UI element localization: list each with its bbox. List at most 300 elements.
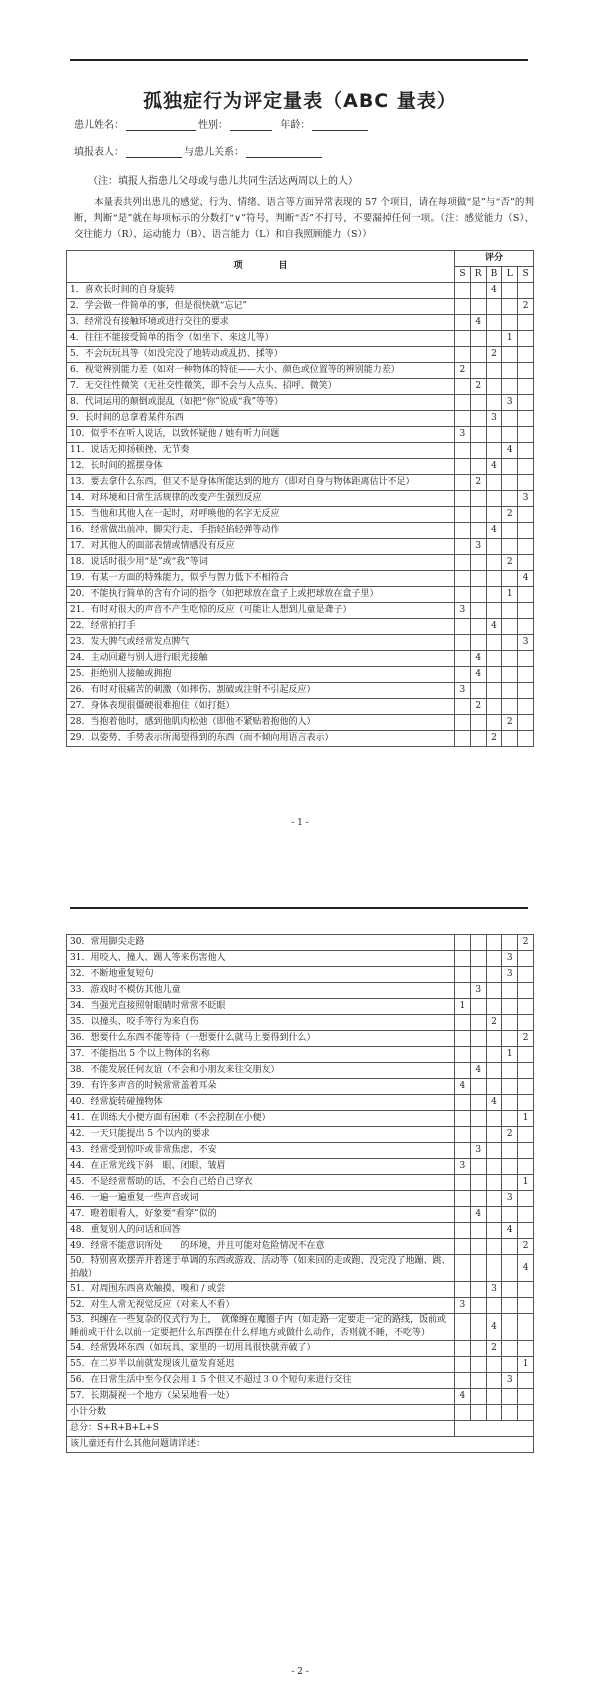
empty-score-cell[interactable] xyxy=(518,1143,534,1159)
empty-score-cell[interactable] xyxy=(486,1127,502,1143)
empty-score-cell[interactable] xyxy=(518,363,534,379)
empty-score-cell[interactable] xyxy=(470,299,486,315)
empty-score-cell[interactable] xyxy=(470,1389,486,1405)
empty-score-cell[interactable] xyxy=(470,935,486,951)
empty-score-cell[interactable] xyxy=(470,1223,486,1239)
empty-score-cell[interactable] xyxy=(455,475,471,491)
score-cell[interactable]: 3 xyxy=(518,635,534,651)
empty-score-cell[interactable] xyxy=(518,1095,534,1111)
empty-score-cell[interactable] xyxy=(470,427,486,443)
empty-score-cell[interactable] xyxy=(502,1389,518,1405)
empty-score-cell[interactable] xyxy=(455,731,471,747)
empty-score-cell[interactable] xyxy=(518,683,534,699)
empty-score-cell[interactable] xyxy=(502,731,518,747)
score-cell[interactable]: 2 xyxy=(470,379,486,395)
empty-score-cell[interactable] xyxy=(518,331,534,347)
empty-score-cell[interactable] xyxy=(486,1031,502,1047)
score-cell[interactable]: 1 xyxy=(455,999,471,1015)
empty-score-cell[interactable] xyxy=(502,363,518,379)
empty-score-cell[interactable] xyxy=(470,1282,486,1298)
empty-score-cell[interactable] xyxy=(518,1159,534,1175)
empty-score-cell[interactable] xyxy=(455,1143,471,1159)
empty-score-cell[interactable] xyxy=(470,1079,486,1095)
empty-score-cell[interactable] xyxy=(455,1341,471,1357)
score-cell[interactable]: 3 xyxy=(518,491,534,507)
empty-score-cell[interactable] xyxy=(486,1223,502,1239)
empty-score-cell[interactable] xyxy=(470,395,486,411)
empty-score-cell[interactable] xyxy=(470,1015,486,1031)
empty-score-cell[interactable] xyxy=(518,315,534,331)
empty-score-cell[interactable] xyxy=(502,475,518,491)
empty-score-cell[interactable] xyxy=(470,1111,486,1127)
score-cell[interactable]: 2 xyxy=(502,1127,518,1143)
empty-score-cell[interactable] xyxy=(502,571,518,587)
empty-score-cell[interactable] xyxy=(502,1063,518,1079)
empty-score-cell[interactable] xyxy=(518,603,534,619)
empty-score-cell[interactable] xyxy=(486,1298,502,1314)
empty-score-cell[interactable] xyxy=(486,1047,502,1063)
empty-score-cell[interactable] xyxy=(486,967,502,983)
empty-score-cell[interactable] xyxy=(455,983,471,999)
empty-score-cell[interactable] xyxy=(486,651,502,667)
empty-score-cell[interactable] xyxy=(470,1298,486,1314)
score-cell[interactable]: 4 xyxy=(486,283,502,299)
empty-score-cell[interactable] xyxy=(486,635,502,651)
empty-score-cell[interactable] xyxy=(455,1373,471,1389)
score-cell[interactable]: 1 xyxy=(518,1175,534,1191)
empty-score-cell[interactable] xyxy=(502,1175,518,1191)
empty-score-cell[interactable] xyxy=(455,315,471,331)
empty-score-cell[interactable] xyxy=(518,395,534,411)
empty-score-cell[interactable] xyxy=(470,683,486,699)
empty-score-cell[interactable] xyxy=(455,715,471,731)
empty-score-cell[interactable] xyxy=(502,299,518,315)
empty-score-cell[interactable] xyxy=(486,667,502,683)
total-cell[interactable] xyxy=(455,1421,534,1437)
score-cell[interactable]: 4 xyxy=(470,651,486,667)
empty-score-cell[interactable] xyxy=(486,363,502,379)
score-cell[interactable]: 4 xyxy=(502,1223,518,1239)
empty-score-cell[interactable] xyxy=(518,1207,534,1223)
empty-score-cell[interactable] xyxy=(502,667,518,683)
empty-score-cell[interactable] xyxy=(518,379,534,395)
empty-score-cell[interactable] xyxy=(486,1239,502,1255)
empty-score-cell[interactable] xyxy=(502,1143,518,1159)
score-cell[interactable]: 3 xyxy=(455,603,471,619)
empty-score-cell[interactable] xyxy=(518,999,534,1015)
empty-score-cell[interactable] xyxy=(518,443,534,459)
empty-score-cell[interactable] xyxy=(502,1255,518,1282)
empty-score-cell[interactable] xyxy=(486,491,502,507)
score-cell[interactable]: 2 xyxy=(470,475,486,491)
empty-score-cell[interactable] xyxy=(455,523,471,539)
table-row xyxy=(67,491,534,507)
empty-score-cell[interactable] xyxy=(502,1314,518,1341)
empty-score-cell[interactable] xyxy=(486,999,502,1015)
empty-score-cell[interactable] xyxy=(502,1207,518,1223)
empty-score-cell[interactable] xyxy=(486,427,502,443)
empty-score-cell[interactable] xyxy=(470,1159,486,1175)
empty-score-cell[interactable] xyxy=(502,283,518,299)
score-cell[interactable]: 3 xyxy=(470,539,486,555)
empty-score-cell[interactable] xyxy=(502,603,518,619)
empty-score-cell[interactable] xyxy=(470,411,486,427)
empty-score-cell[interactable] xyxy=(502,1095,518,1111)
empty-score-cell[interactable] xyxy=(455,1063,471,1079)
empty-score-cell[interactable] xyxy=(502,619,518,635)
empty-score-cell[interactable] xyxy=(455,1047,471,1063)
score-cell[interactable]: 2 xyxy=(455,363,471,379)
empty-score-cell[interactable] xyxy=(486,555,502,571)
score-cell[interactable]: 3 xyxy=(502,951,518,967)
score-cell[interactable]: 1 xyxy=(502,587,518,603)
empty-score-cell[interactable] xyxy=(455,619,471,635)
empty-score-cell[interactable] xyxy=(455,443,471,459)
empty-score-cell[interactable] xyxy=(455,459,471,475)
score-cell[interactable]: 2 xyxy=(502,555,518,571)
empty-score-cell[interactable] xyxy=(486,683,502,699)
empty-score-cell[interactable] xyxy=(518,523,534,539)
empty-score-cell[interactable] xyxy=(502,1079,518,1095)
empty-score-cell[interactable] xyxy=(486,587,502,603)
empty-score-cell[interactable] xyxy=(486,1373,502,1389)
score-cell[interactable]: 4 xyxy=(470,1063,486,1079)
empty-score-cell[interactable] xyxy=(518,555,534,571)
empty-score-cell[interactable] xyxy=(502,1341,518,1357)
empty-score-cell[interactable] xyxy=(470,1357,486,1373)
empty-score-cell[interactable] xyxy=(455,1015,471,1031)
empty-score-cell[interactable] xyxy=(470,731,486,747)
score-cell[interactable]: 3 xyxy=(470,983,486,999)
subtotal-cell[interactable] xyxy=(502,1405,518,1421)
empty-score-cell[interactable] xyxy=(455,507,471,523)
empty-score-cell[interactable] xyxy=(470,715,486,731)
score-cell[interactable]: 4 xyxy=(502,443,518,459)
empty-score-cell[interactable] xyxy=(502,491,518,507)
subtotal-cell[interactable] xyxy=(518,1405,534,1421)
empty-score-cell[interactable] xyxy=(502,635,518,651)
empty-score-cell[interactable] xyxy=(470,1373,486,1389)
empty-score-cell[interactable] xyxy=(518,347,534,363)
score-cell[interactable]: 4 xyxy=(486,1314,502,1341)
empty-score-cell[interactable] xyxy=(518,951,534,967)
empty-score-cell[interactable] xyxy=(470,459,486,475)
score-cell[interactable]: 2 xyxy=(518,1239,534,1255)
score-cell[interactable]: 3 xyxy=(502,1373,518,1389)
empty-score-cell[interactable] xyxy=(518,1063,534,1079)
empty-score-cell[interactable] xyxy=(455,967,471,983)
empty-score-cell[interactable] xyxy=(486,1357,502,1373)
empty-score-cell[interactable] xyxy=(470,603,486,619)
score-cell[interactable]: 3 xyxy=(455,683,471,699)
empty-score-cell[interactable] xyxy=(502,983,518,999)
empty-score-cell[interactable] xyxy=(455,1314,471,1341)
empty-score-cell[interactable] xyxy=(455,379,471,395)
empty-score-cell[interactable] xyxy=(455,699,471,715)
empty-score-cell[interactable] xyxy=(502,699,518,715)
empty-score-cell[interactable] xyxy=(455,1223,471,1239)
empty-score-cell[interactable] xyxy=(518,1341,534,1357)
empty-score-cell[interactable] xyxy=(455,331,471,347)
empty-score-cell[interactable] xyxy=(502,459,518,475)
empty-score-cell[interactable] xyxy=(486,1175,502,1191)
empty-score-cell[interactable] xyxy=(470,491,486,507)
score-cell[interactable]: 2 xyxy=(486,731,502,747)
score-cell[interactable]: 4 xyxy=(470,315,486,331)
reporter-field[interactable] xyxy=(126,147,182,158)
empty-score-cell[interactable] xyxy=(502,379,518,395)
empty-score-cell[interactable] xyxy=(486,1255,502,1282)
empty-score-cell[interactable] xyxy=(502,1111,518,1127)
score-cell[interactable]: 4 xyxy=(518,571,534,587)
empty-score-cell[interactable] xyxy=(455,1239,471,1255)
empty-score-cell[interactable] xyxy=(502,999,518,1015)
empty-score-cell[interactable] xyxy=(502,1298,518,1314)
empty-score-cell[interactable] xyxy=(518,1373,534,1389)
empty-score-cell[interactable] xyxy=(470,331,486,347)
empty-score-cell[interactable] xyxy=(486,315,502,331)
score-cell[interactable]: 4 xyxy=(470,667,486,683)
score-cell[interactable]: 3 xyxy=(486,411,502,427)
empty-score-cell[interactable] xyxy=(518,1223,534,1239)
empty-score-cell[interactable] xyxy=(518,1191,534,1207)
empty-score-cell[interactable] xyxy=(455,1175,471,1191)
score-cell[interactable]: 4 xyxy=(455,1389,471,1405)
empty-score-cell[interactable] xyxy=(455,1191,471,1207)
child-name-field[interactable] xyxy=(126,120,196,131)
empty-score-cell[interactable] xyxy=(455,555,471,571)
empty-score-cell[interactable] xyxy=(486,715,502,731)
empty-score-cell[interactable] xyxy=(502,315,518,331)
score-cell[interactable]: 2 xyxy=(502,507,518,523)
empty-score-cell[interactable] xyxy=(470,635,486,651)
age-field[interactable] xyxy=(312,120,368,131)
empty-score-cell[interactable] xyxy=(470,1341,486,1357)
score-cell[interactable]: 4 xyxy=(470,1207,486,1223)
empty-score-cell[interactable] xyxy=(470,619,486,635)
empty-score-cell[interactable] xyxy=(518,1389,534,1405)
empty-score-cell[interactable] xyxy=(470,1239,486,1255)
empty-score-cell[interactable] xyxy=(470,347,486,363)
empty-score-cell[interactable] xyxy=(486,1143,502,1159)
score-cell[interactable]: 3 xyxy=(455,1298,471,1314)
subtotal-cell[interactable] xyxy=(486,1405,502,1421)
empty-score-cell[interactable] xyxy=(486,475,502,491)
score-cell[interactable]: 1 xyxy=(518,1111,534,1127)
empty-score-cell[interactable] xyxy=(518,283,534,299)
empty-score-cell[interactable] xyxy=(486,1111,502,1127)
empty-score-cell[interactable] xyxy=(486,1207,502,1223)
empty-score-cell[interactable] xyxy=(518,1298,534,1314)
empty-score-cell[interactable] xyxy=(486,299,502,315)
empty-score-cell[interactable] xyxy=(470,283,486,299)
empty-score-cell[interactable] xyxy=(455,283,471,299)
score-cell[interactable]: 2 xyxy=(518,935,534,951)
empty-score-cell[interactable] xyxy=(502,523,518,539)
empty-score-cell[interactable] xyxy=(455,1111,471,1127)
subtotal-cell[interactable] xyxy=(470,1405,486,1421)
score-cell[interactable]: 3 xyxy=(502,967,518,983)
empty-score-cell[interactable] xyxy=(518,475,534,491)
score-cell[interactable]: 4 xyxy=(455,1079,471,1095)
empty-score-cell[interactable] xyxy=(502,1031,518,1047)
empty-score-cell[interactable] xyxy=(502,347,518,363)
empty-score-cell[interactable] xyxy=(518,619,534,635)
empty-score-cell[interactable] xyxy=(518,459,534,475)
empty-score-cell[interactable] xyxy=(470,1095,486,1111)
score-cell[interactable]: 4 xyxy=(486,523,502,539)
empty-score-cell[interactable] xyxy=(486,1079,502,1095)
empty-score-cell[interactable] xyxy=(518,1314,534,1341)
empty-score-cell[interactable] xyxy=(470,1127,486,1143)
empty-score-cell[interactable] xyxy=(470,587,486,603)
empty-score-cell[interactable] xyxy=(486,1389,502,1405)
empty-score-cell[interactable] xyxy=(455,587,471,603)
empty-score-cell[interactable] xyxy=(502,427,518,443)
empty-score-cell[interactable] xyxy=(486,935,502,951)
score-cell[interactable]: 2 xyxy=(486,1341,502,1357)
empty-score-cell[interactable] xyxy=(518,1127,534,1143)
empty-score-cell[interactable] xyxy=(518,667,534,683)
empty-score-cell[interactable] xyxy=(486,507,502,523)
empty-score-cell[interactable] xyxy=(502,683,518,699)
empty-score-cell[interactable] xyxy=(455,1255,471,1282)
empty-score-cell[interactable] xyxy=(455,539,471,555)
empty-score-cell[interactable] xyxy=(486,571,502,587)
empty-score-cell[interactable] xyxy=(455,347,471,363)
empty-score-cell[interactable] xyxy=(470,1175,486,1191)
item-text: 34．当强光直接照射眼睛时常常不眨眼 xyxy=(67,999,455,1015)
empty-score-cell[interactable] xyxy=(502,411,518,427)
empty-score-cell[interactable] xyxy=(502,1239,518,1255)
empty-score-cell[interactable] xyxy=(455,635,471,651)
empty-score-cell[interactable] xyxy=(455,491,471,507)
empty-score-cell[interactable] xyxy=(518,651,534,667)
empty-score-cell[interactable] xyxy=(470,1047,486,1063)
empty-score-cell[interactable] xyxy=(518,967,534,983)
empty-score-cell[interactable] xyxy=(486,699,502,715)
empty-score-cell[interactable] xyxy=(518,983,534,999)
empty-score-cell[interactable] xyxy=(518,427,534,443)
empty-score-cell[interactable] xyxy=(470,523,486,539)
empty-score-cell[interactable] xyxy=(502,1357,518,1373)
empty-score-cell[interactable] xyxy=(455,299,471,315)
empty-score-cell[interactable] xyxy=(470,571,486,587)
score-cell[interactable]: 4 xyxy=(486,459,502,475)
empty-score-cell[interactable] xyxy=(518,507,534,523)
relation-field[interactable] xyxy=(246,147,322,158)
score-cell[interactable]: 4 xyxy=(486,1095,502,1111)
score-cell[interactable]: 2 xyxy=(470,699,486,715)
empty-score-cell[interactable] xyxy=(455,395,471,411)
empty-score-cell[interactable] xyxy=(470,1191,486,1207)
empty-score-cell[interactable] xyxy=(455,951,471,967)
empty-score-cell[interactable] xyxy=(486,983,502,999)
empty-score-cell[interactable] xyxy=(486,395,502,411)
empty-score-cell[interactable] xyxy=(518,411,534,427)
empty-score-cell[interactable] xyxy=(455,1357,471,1373)
empty-score-cell[interactable] xyxy=(470,555,486,571)
empty-score-cell[interactable] xyxy=(455,571,471,587)
subtotal-cell[interactable] xyxy=(455,1405,471,1421)
score-cell[interactable]: 2 xyxy=(518,299,534,315)
score-cell[interactable]: 4 xyxy=(518,1255,534,1282)
empty-score-cell[interactable] xyxy=(455,651,471,667)
empty-score-cell[interactable] xyxy=(518,1047,534,1063)
empty-score-cell[interactable] xyxy=(502,1282,518,1298)
score-cell[interactable]: 3 xyxy=(455,427,471,443)
table-row xyxy=(67,523,534,539)
empty-score-cell[interactable] xyxy=(470,951,486,967)
empty-score-cell[interactable] xyxy=(518,715,534,731)
score-cell[interactable]: 2 xyxy=(486,1015,502,1031)
score-cell[interactable]: 3 xyxy=(455,1159,471,1175)
score-cell[interactable]: 3 xyxy=(470,1143,486,1159)
empty-score-cell[interactable] xyxy=(455,411,471,427)
empty-score-cell[interactable] xyxy=(518,699,534,715)
score-cell[interactable]: 2 xyxy=(486,347,502,363)
empty-score-cell[interactable] xyxy=(470,1031,486,1047)
empty-score-cell[interactable] xyxy=(470,363,486,379)
score-cell[interactable]: 4 xyxy=(486,619,502,635)
empty-score-cell[interactable] xyxy=(455,1282,471,1298)
empty-score-cell[interactable] xyxy=(486,1063,502,1079)
score-cell[interactable]: 2 xyxy=(518,1031,534,1047)
score-cell[interactable]: 3 xyxy=(502,1191,518,1207)
empty-score-cell[interactable] xyxy=(470,443,486,459)
empty-score-cell[interactable] xyxy=(470,1314,486,1341)
empty-score-cell[interactable] xyxy=(518,587,534,603)
empty-score-cell[interactable] xyxy=(455,667,471,683)
empty-score-cell[interactable] xyxy=(470,999,486,1015)
empty-score-cell[interactable] xyxy=(455,935,471,951)
empty-score-cell[interactable] xyxy=(502,935,518,951)
empty-score-cell[interactable] xyxy=(486,331,502,347)
empty-score-cell[interactable] xyxy=(470,507,486,523)
score-cell[interactable]: 2 xyxy=(502,715,518,731)
empty-score-cell[interactable] xyxy=(518,1079,534,1095)
score-cell[interactable]: 1 xyxy=(502,1047,518,1063)
empty-score-cell[interactable] xyxy=(486,443,502,459)
empty-score-cell[interactable] xyxy=(455,1031,471,1047)
empty-score-cell[interactable] xyxy=(470,1255,486,1282)
empty-score-cell[interactable] xyxy=(486,539,502,555)
empty-score-cell[interactable] xyxy=(502,539,518,555)
empty-score-cell[interactable] xyxy=(502,651,518,667)
score-cell[interactable]: 3 xyxy=(502,395,518,411)
empty-score-cell[interactable] xyxy=(486,603,502,619)
empty-score-cell[interactable] xyxy=(470,967,486,983)
empty-score-cell[interactable] xyxy=(455,1207,471,1223)
score-cell[interactable]: 1 xyxy=(502,331,518,347)
empty-score-cell[interactable] xyxy=(518,1015,534,1031)
gender-field[interactable] xyxy=(230,120,272,131)
empty-score-cell[interactable] xyxy=(518,1282,534,1298)
empty-score-cell[interactable] xyxy=(455,1127,471,1143)
score-cell[interactable]: 1 xyxy=(518,1357,534,1373)
empty-score-cell[interactable] xyxy=(518,539,534,555)
empty-score-cell[interactable] xyxy=(502,1015,518,1031)
score-cell[interactable]: 3 xyxy=(486,1282,502,1298)
empty-score-cell[interactable] xyxy=(518,731,534,747)
empty-score-cell[interactable] xyxy=(486,379,502,395)
empty-score-cell[interactable] xyxy=(486,951,502,967)
empty-score-cell[interactable] xyxy=(502,1159,518,1175)
empty-score-cell[interactable] xyxy=(486,1191,502,1207)
other-issues-field[interactable]: 该儿童还有什么其他问题请详述： xyxy=(67,1437,534,1453)
empty-score-cell[interactable] xyxy=(455,1095,471,1111)
empty-score-cell[interactable] xyxy=(486,1159,502,1175)
